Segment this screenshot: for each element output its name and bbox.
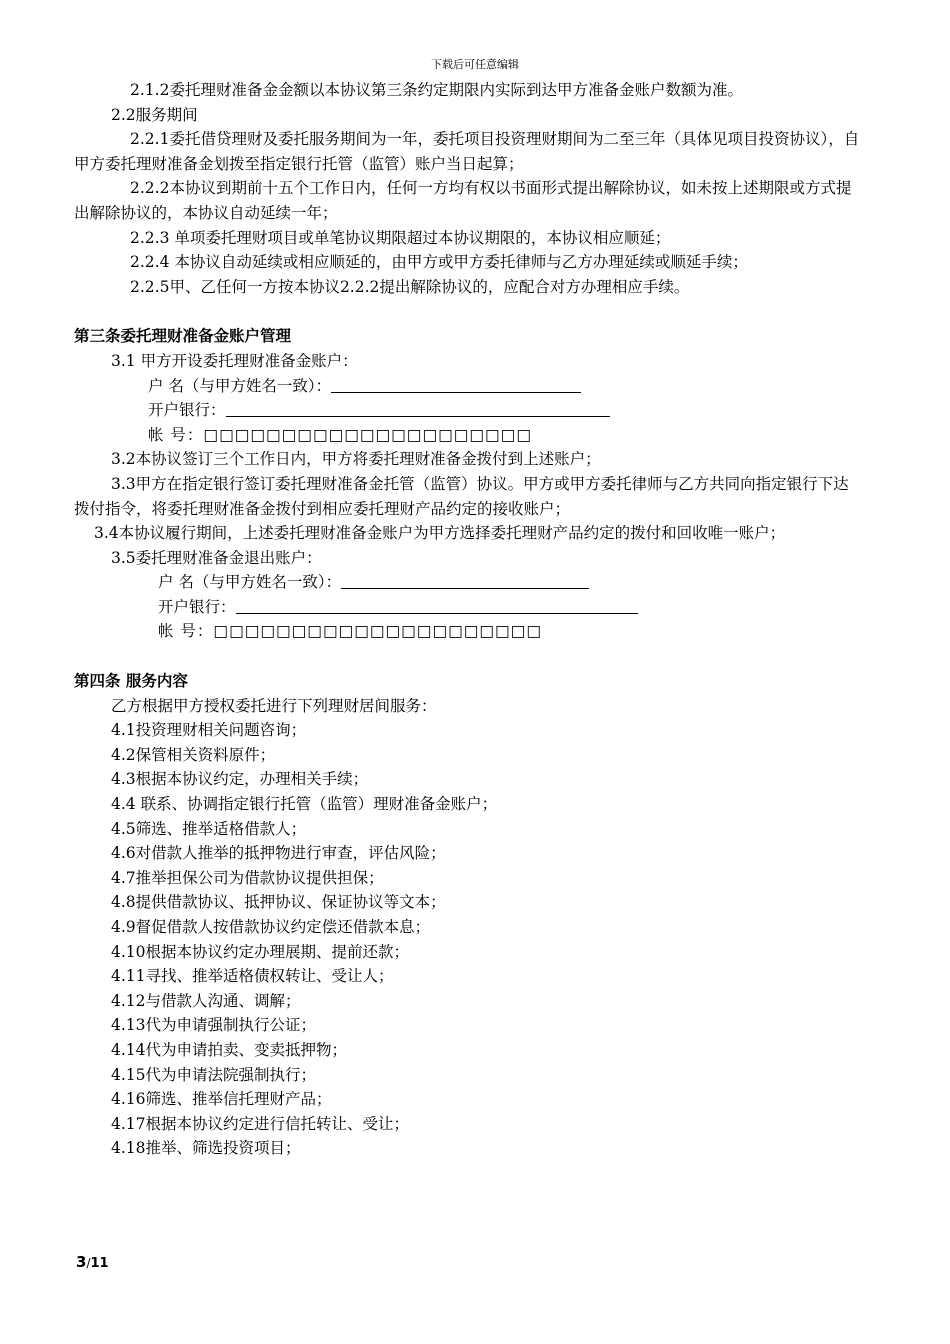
- clause-2-2-3: 2.2.3 单项委托理财项目或单笔协议期限超过本协议期限的，本协议相应顺延；: [130, 228, 671, 247]
- account-name-line-1: [74, 374, 864, 399]
- list-item: 4.1投资理财相关问题咨询；: [111, 721, 307, 740]
- document-body: [74, 78, 864, 1161]
- account-number-line-2: 帐 号：□□□□□□□□□□□□□□□□□□□□□: [158, 622, 542, 641]
- clause-3-1: 3.1 甲方开设委托理财准备金账户：: [111, 351, 358, 370]
- list-item: 4.15代为申请法院强制执行；: [111, 1065, 317, 1084]
- clause-3-4: 3.4本协议履行期间，上述委托理财准备金账户为甲方选择委托理财产品约定的拨付和回收唯一账户；: [94, 524, 786, 543]
- list-item: 4.6对借款人推举的抵押物进行审查，评估风险；: [111, 844, 446, 863]
- clause-3-2: 3.2本协议签订三个工作日内，甲方将委托理财准备金拨付到上述账户；: [111, 450, 601, 469]
- clause-2-2-4: 2.2.4 本协议自动延续或相应顺延的，由甲方或甲方委托律师与乙方办理延续或顺延手续；: [130, 253, 748, 272]
- clause-2-2-5: 2.2.5甲、乙任何一方按本协议2.2.2提出解除协议的，应配合对方办理相应手续。: [130, 277, 690, 296]
- section-3-title: 第三条委托理财准备金账户管理: [74, 327, 292, 346]
- list-item: 4.14代为申请拍卖、变卖抵押物；: [111, 1040, 348, 1059]
- bank-label-2: 开户银行：: [158, 597, 236, 616]
- bank-line-1: [74, 398, 864, 423]
- bank-line-2: [74, 595, 864, 620]
- total-pages: 11: [90, 1256, 109, 1271]
- bank-blank-1[interactable]: [226, 400, 610, 417]
- spacer: [74, 644, 864, 669]
- clause-2-2-1: 2.2.1委托借贷理财及委托服务期间为一年，委托项目投资理财期间为二至三年（具体见项目投资协议），自甲方委托理财准备金划拨至指定银行托管（监管）账户当日起算；: [74, 130, 860, 173]
- clause-2-2-2: 2.2.2本协议到期前十五个工作日内，任何一方均有权以书面形式提出解除协议，如未按上述期限或方式提出解除协议的，本协议自动延续一年；: [74, 179, 852, 222]
- clause-2-1-2: 2.1.2委托理财准备金金额以本协议第三条约定期限内实际到达甲方准备金账户数额为准。: [130, 81, 743, 99]
- spacer: [74, 299, 864, 324]
- list-item: 4.12与借款人沟通、调解；: [111, 991, 301, 1010]
- account-name-blank-1[interactable]: [331, 376, 581, 393]
- list-item: 4.2保管相关资料原件；: [111, 745, 276, 764]
- list-item: 4.7推举担保公司为借款协议提供担保；: [111, 868, 384, 887]
- list-item: 4.5筛选、推举适格借款人；: [111, 819, 307, 838]
- account-name-label-1: 户 名（与甲方姓名一致）：: [148, 376, 332, 395]
- section-4-intro: 乙方根据甲方授权委托进行下列理财居间服务：: [111, 696, 437, 715]
- list-item: 4.8提供借款协议、抵押协议、保证协议等文本；: [111, 893, 446, 912]
- account-name-line-2: [74, 570, 864, 595]
- page-number: [76, 1253, 109, 1271]
- list-item: 4.3根据本协议约定，办理相关手续；: [111, 770, 369, 789]
- page-header: 下载后可任意编辑: [431, 58, 519, 71]
- bank-label-1: 开户银行：: [148, 401, 226, 420]
- list-item: 4.13代为申请强制执行公证；: [111, 1016, 317, 1035]
- page-separator: /: [86, 1256, 91, 1270]
- bank-blank-2[interactable]: [236, 597, 638, 614]
- list-item: 4.4 联系、协调指定银行托管（监管）理财准备金账户；: [111, 795, 498, 814]
- list-item: 4.9督促借款人按借款协议约定偿还借款本息；: [111, 918, 431, 936]
- clause-3-5: 3.5委托理财准备金退出账户：: [111, 548, 322, 567]
- list-item: 4.16筛选、推举信托理财产品；: [111, 1090, 332, 1109]
- list-item: 4.18推举、筛选投资项目；: [111, 1139, 301, 1158]
- list-item: 4.17根据本协议约定进行信托转让、受让；: [111, 1114, 410, 1133]
- account-name-label-2: 户 名（与甲方姓名一致）：: [158, 573, 342, 592]
- clause-3-3: 3.3甲方在指定银行签订委托理财准备金托管（监管）协议。甲方或甲方委托律师与乙方共同向指定银行下达拨付指令，将委托理财准备金拨付到相应委托理财产品约定的接收账户；: [74, 474, 849, 518]
- section-4-title: 第四条 服务内容: [74, 672, 188, 691]
- account-number-line-1: 帐 号：□□□□□□□□□□□□□□□□□□□□□: [148, 425, 532, 444]
- account-name-blank-2[interactable]: [341, 572, 589, 589]
- list-item: 4.11寻找、推举适格债权转让、受让人；: [111, 967, 394, 986]
- clause-2-2: 2.2服务期间: [111, 105, 198, 124]
- list-item: 4.10根据本协议约定办理展期、提前还款；: [111, 942, 410, 961]
- current-page: 3: [76, 1253, 87, 1271]
